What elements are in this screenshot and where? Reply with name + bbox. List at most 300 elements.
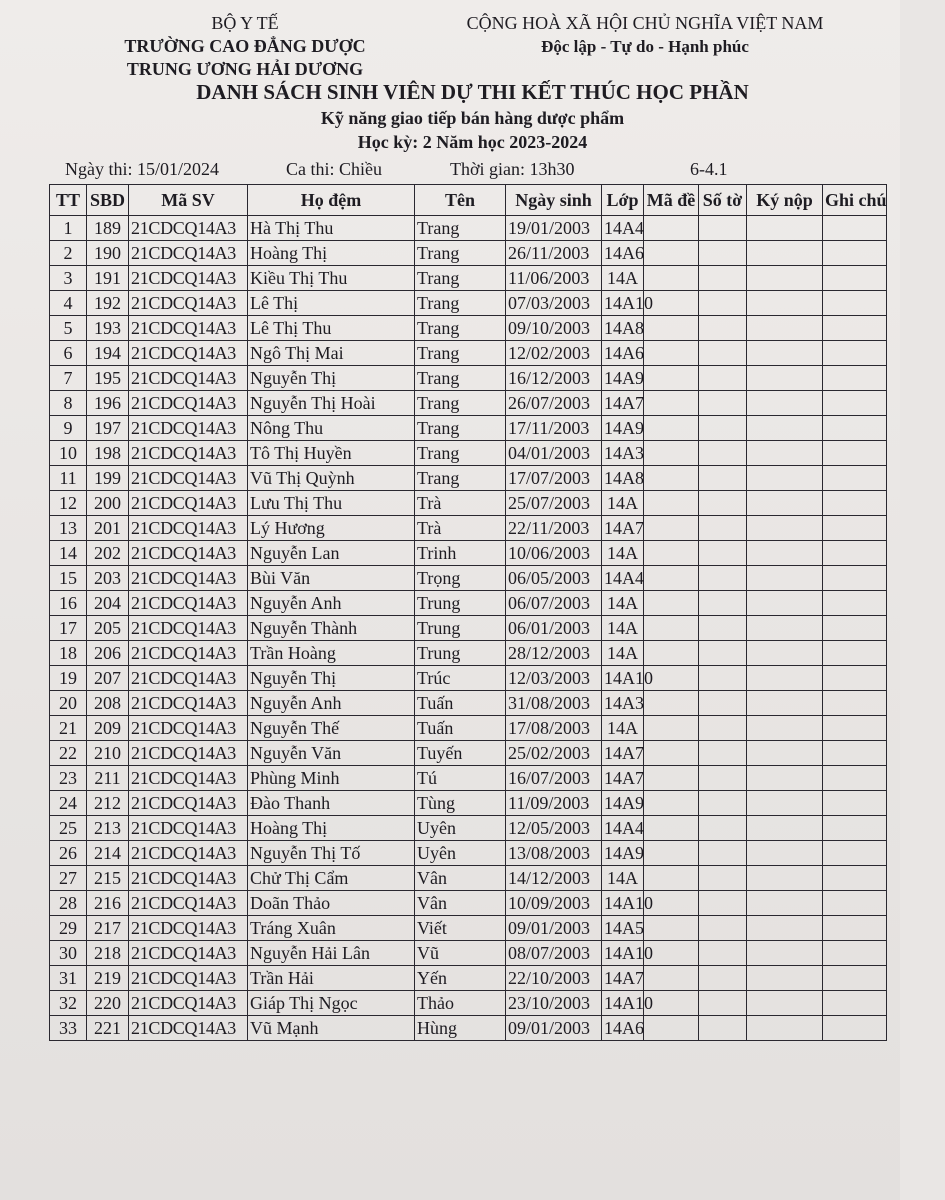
cell-tt: 4 [50,291,87,316]
cell-so-to [699,466,747,491]
cell-ten: Trang [415,416,506,441]
cell-tt: 29 [50,916,87,941]
cell-ten: Hùng [415,1016,506,1041]
cell-tt: 1 [50,216,87,241]
cell-ky-nop [747,891,823,916]
cell-ma-sv: 21CDCQ14A3 [129,516,248,541]
cell-ma-sv: 21CDCQ14A3 [129,691,248,716]
cell-sbd: 203 [87,566,129,591]
cell-ghi-chu [823,741,887,766]
cell-ten: Trang [415,391,506,416]
col-header-ma-sv: Mã SV [129,185,248,216]
cell-tt: 8 [50,391,87,416]
cell-sbd: 190 [87,241,129,266]
table-row [50,716,887,741]
col-header-ghi-chu: Ghi chú [823,185,887,216]
cell-ngay-sinh: 23/10/2003 [506,991,602,1016]
cell-so-to [699,766,747,791]
cell-ghi-chu [823,841,887,866]
cell-sbd: 208 [87,691,129,716]
col-header-ma-de: Mã đề [644,185,699,216]
cell-ky-nop [747,966,823,991]
cell-ten: Trang [415,241,506,266]
cell-so-to [699,241,747,266]
cell-ma-de [644,241,699,266]
cell-ho-dem: Trần Hải [248,966,415,991]
cell-ten: Vân [415,866,506,891]
cell-ghi-chu [823,566,887,591]
cell-ho-dem: Doãn Thảo [248,891,415,916]
cell-ho-dem: Nguyễn Thị [248,366,415,391]
cell-ma-sv: 21CDCQ14A3 [129,466,248,491]
cell-ky-nop [747,491,823,516]
cell-ho-dem: Phùng Minh [248,766,415,791]
cell-sbd: 213 [87,816,129,841]
cell-ngay-sinh: 08/07/2003 [506,941,602,966]
cell-lop: 14A10 [602,941,644,966]
cell-ky-nop [747,441,823,466]
cell-tt: 2 [50,241,87,266]
cell-tt: 13 [50,516,87,541]
cell-ten: Trọng [415,566,506,591]
cell-ky-nop [747,841,823,866]
cell-tt: 21 [50,716,87,741]
cell-ghi-chu [823,366,887,391]
national-header [455,12,835,58]
cell-ky-nop [747,741,823,766]
cell-ky-nop [747,791,823,816]
cell-ngay-sinh: 06/07/2003 [506,591,602,616]
cell-ma-sv: 21CDCQ14A3 [129,391,248,416]
document-title: DANH SÁCH SINH VIÊN DỰ THI KẾT THÚC HỌC PHẦN [196,80,749,104]
cell-ghi-chu [823,316,887,341]
cell-so-to [699,591,747,616]
cell-ky-nop [747,266,823,291]
table-row [50,691,887,716]
cell-ma-sv: 21CDCQ14A3 [129,766,248,791]
cell-lop: 14A7 [602,966,644,991]
cell-ten: Trung [415,591,506,616]
cell-ngay-sinh: 04/01/2003 [506,441,602,466]
cell-ngay-sinh: 16/07/2003 [506,766,602,791]
cell-so-to [699,891,747,916]
cell-lop: 14A9 [602,366,644,391]
col-header-so-to: Số tờ [699,185,747,216]
cell-ma-sv: 21CDCQ14A3 [129,241,248,266]
cell-ma-sv: 21CDCQ14A3 [129,841,248,866]
cell-ho-dem: Hoàng Thị [248,816,415,841]
cell-lop: 14A3 [602,691,644,716]
room-code: 6-4.1 [690,159,728,179]
cell-ma-sv: 21CDCQ14A3 [129,916,248,941]
cell-so-to [699,416,747,441]
table-row [50,766,887,791]
cell-tt: 19 [50,666,87,691]
cell-ngay-sinh: 12/05/2003 [506,816,602,841]
cell-ho-dem: Nguyễn Anh [248,591,415,616]
cell-ho-dem: Nguyễn Thế [248,716,415,741]
cell-ngay-sinh: 17/11/2003 [506,416,602,441]
cell-ma-de [644,916,699,941]
cell-ten: Trinh [415,541,506,566]
cell-lop: 14A9 [602,841,644,866]
cell-ma-sv: 21CDCQ14A3 [129,716,248,741]
cell-ho-dem: Nguyễn Anh [248,691,415,716]
cell-sbd: 204 [87,591,129,616]
cell-so-to [699,991,747,1016]
national-motto: Độc lập - Tự do - Hạnh phúc [541,37,749,56]
cell-so-to [699,366,747,391]
cell-ma-de [644,791,699,816]
cell-ngay-sinh: 10/09/2003 [506,891,602,916]
ministry-name: BỘ Y TẾ [211,13,279,33]
cell-lop: 14A10 [602,666,644,691]
table-row [50,741,887,766]
cell-lop: 14A8 [602,466,644,491]
cell-tt: 11 [50,466,87,491]
cell-ten: Trang [415,466,506,491]
cell-ma-de [644,691,699,716]
cell-sbd: 193 [87,316,129,341]
cell-so-to [699,966,747,991]
cell-ngay-sinh: 09/01/2003 [506,1016,602,1041]
cell-ten: Trang [415,316,506,341]
cell-ngay-sinh: 09/10/2003 [506,316,602,341]
cell-ho-dem: Nguyễn Văn [248,741,415,766]
cell-tt: 26 [50,841,87,866]
cell-tt: 30 [50,941,87,966]
cell-ma-de [644,741,699,766]
cell-sbd: 196 [87,391,129,416]
cell-tt: 9 [50,416,87,441]
cell-ghi-chu [823,641,887,666]
cell-sbd: 211 [87,766,129,791]
exam-time: Thời gian: 13h30 [450,159,575,179]
cell-ky-nop [747,1016,823,1041]
cell-ten: Trà [415,516,506,541]
cell-ma-de [644,341,699,366]
cell-ma-de [644,391,699,416]
cell-ghi-chu [823,716,887,741]
cell-ky-nop [747,666,823,691]
cell-ky-nop [747,541,823,566]
cell-lop: 14A6 [602,1016,644,1041]
cell-so-to [699,641,747,666]
cell-ky-nop [747,766,823,791]
school-name-line1: TRƯỜNG CAO ĐẲNG DƯỢC [124,36,366,56]
cell-ghi-chu [823,266,887,291]
cell-ten: Viết [415,916,506,941]
cell-ghi-chu [823,516,887,541]
table-row [50,991,887,1016]
cell-sbd: 205 [87,616,129,641]
cell-ma-de [644,491,699,516]
table-row [50,541,887,566]
cell-ho-dem: Nông Thu [248,416,415,441]
table-row [50,466,887,491]
institution-header [110,12,380,81]
cell-so-to [699,741,747,766]
cell-ma-sv: 21CDCQ14A3 [129,216,248,241]
cell-tt: 14 [50,541,87,566]
cell-ho-dem: Hà Thị Thu [248,216,415,241]
student-roster-table [49,184,887,1041]
cell-ky-nop [747,391,823,416]
cell-ghi-chu [823,591,887,616]
cell-ngay-sinh: 10/06/2003 [506,541,602,566]
cell-ghi-chu [823,866,887,891]
cell-ten: Uyên [415,816,506,841]
cell-ten: Trúc [415,666,506,691]
cell-ho-dem: Lê Thị Thu [248,316,415,341]
cell-lop: 14A [602,491,644,516]
table-body [50,216,887,1041]
cell-ten: Trang [415,266,506,291]
cell-ky-nop [747,991,823,1016]
cell-so-to [699,791,747,816]
cell-ky-nop [747,716,823,741]
term-info: Học kỳ: 2 Năm học 2023-2024 [357,132,588,152]
cell-sbd: 209 [87,716,129,741]
cell-ky-nop [747,316,823,341]
cell-so-to [699,841,747,866]
cell-sbd: 194 [87,341,129,366]
cell-ky-nop [747,691,823,716]
cell-sbd: 207 [87,666,129,691]
cell-ma-sv: 21CDCQ14A3 [129,641,248,666]
cell-sbd: 217 [87,916,129,941]
table-row [50,866,887,891]
cell-ho-dem: Lưu Thị Thu [248,491,415,516]
cell-ten: Trang [415,291,506,316]
cell-ghi-chu [823,991,887,1016]
cell-ho-dem: Lê Thị [248,291,415,316]
cell-ma-sv: 21CDCQ14A3 [129,541,248,566]
cell-ghi-chu [823,816,887,841]
cell-so-to [699,391,747,416]
cell-lop: 14A [602,591,644,616]
cell-ho-dem: Nguyễn Thị Hoài [248,391,415,416]
exam-date: Ngày thi: 15/01/2024 [65,159,219,179]
cell-sbd: 221 [87,1016,129,1041]
cell-ghi-chu [823,891,887,916]
cell-ghi-chu [823,666,887,691]
cell-ngay-sinh: 17/08/2003 [506,716,602,741]
cell-tt: 12 [50,491,87,516]
cell-ma-sv: 21CDCQ14A3 [129,291,248,316]
cell-ma-de [644,316,699,341]
cell-ky-nop [747,291,823,316]
cell-lop: 14A3 [602,441,644,466]
table-row [50,316,887,341]
cell-ngay-sinh: 17/07/2003 [506,466,602,491]
cell-ma-de [644,416,699,441]
cell-ten: Tuấn [415,716,506,741]
cell-so-to [699,816,747,841]
cell-tt: 5 [50,316,87,341]
col-header-ho-dem: Họ đệm [248,185,415,216]
cell-tt: 18 [50,641,87,666]
cell-lop: 14A7 [602,391,644,416]
cell-ten: Thảo [415,991,506,1016]
cell-sbd: 202 [87,541,129,566]
cell-ma-sv: 21CDCQ14A3 [129,591,248,616]
cell-ghi-chu [823,691,887,716]
cell-ho-dem: Đào Thanh [248,791,415,816]
cell-ky-nop [747,416,823,441]
cell-so-to [699,316,747,341]
col-header-ky-nop: Ký nộp [747,185,823,216]
cell-ky-nop [747,516,823,541]
cell-ghi-chu [823,616,887,641]
table-row [50,516,887,541]
cell-ma-de [644,216,699,241]
cell-lop: 14A10 [602,891,644,916]
cell-ky-nop [747,216,823,241]
cell-ten: Trang [415,341,506,366]
cell-ghi-chu [823,416,887,441]
cell-so-to [699,541,747,566]
cell-ky-nop [747,241,823,266]
cell-ky-nop [747,341,823,366]
cell-lop: 14A [602,641,644,666]
cell-ma-de [644,616,699,641]
cell-ma-de [644,716,699,741]
cell-ghi-chu [823,941,887,966]
cell-tt: 25 [50,816,87,841]
cell-ghi-chu [823,791,887,816]
table-row [50,966,887,991]
cell-ky-nop [747,816,823,841]
cell-ngay-sinh: 22/11/2003 [506,516,602,541]
cell-ngay-sinh: 07/03/2003 [506,291,602,316]
table-row [50,341,887,366]
cell-sbd: 206 [87,641,129,666]
cell-sbd: 216 [87,891,129,916]
cell-ma-sv: 21CDCQ14A3 [129,266,248,291]
cell-ho-dem: Nguyễn Thị [248,666,415,691]
cell-tt: 23 [50,766,87,791]
cell-tt: 22 [50,741,87,766]
cell-lop: 14A9 [602,416,644,441]
cell-ma-de [644,641,699,666]
cell-ho-dem: Nguyễn Hải Lân [248,941,415,966]
cell-ngay-sinh: 16/12/2003 [506,366,602,391]
cell-ma-sv: 21CDCQ14A3 [129,941,248,966]
cell-ghi-chu [823,766,887,791]
cell-lop: 14A6 [602,341,644,366]
cell-ma-sv: 21CDCQ14A3 [129,566,248,591]
cell-so-to [699,566,747,591]
cell-sbd: 210 [87,741,129,766]
cell-ten: Trang [415,441,506,466]
cell-so-to [699,266,747,291]
col-header-tt: TT [50,185,87,216]
cell-ho-dem: Nguyễn Lan [248,541,415,566]
cell-ten: Tùng [415,791,506,816]
cell-sbd: 199 [87,466,129,491]
cell-ho-dem: Tô Thị Huyền [248,441,415,466]
cell-ma-de [644,816,699,841]
cell-tt: 10 [50,441,87,466]
cell-sbd: 201 [87,516,129,541]
cell-ngay-sinh: 12/03/2003 [506,666,602,691]
cell-ghi-chu [823,466,887,491]
cell-ngay-sinh: 25/07/2003 [506,491,602,516]
cell-ky-nop [747,941,823,966]
cell-sbd: 198 [87,441,129,466]
cell-tt: 7 [50,366,87,391]
cell-ten: Trung [415,641,506,666]
cell-lop: 14A4 [602,216,644,241]
cell-tt: 31 [50,966,87,991]
cell-lop: 14A8 [602,316,644,341]
cell-ngay-sinh: 25/02/2003 [506,741,602,766]
cell-ngay-sinh: 28/12/2003 [506,641,602,666]
cell-so-to [699,666,747,691]
cell-so-to [699,516,747,541]
cell-lop: 14A [602,866,644,891]
cell-ky-nop [747,366,823,391]
table-header-row [50,185,887,216]
cell-ghi-chu [823,341,887,366]
cell-ma-sv: 21CDCQ14A3 [129,416,248,441]
cell-tt: 16 [50,591,87,616]
cell-ho-dem: Vũ Mạnh [248,1016,415,1041]
cell-ma-de [644,366,699,391]
cell-ma-sv: 21CDCQ14A3 [129,791,248,816]
cell-tt: 32 [50,991,87,1016]
cell-ma-de [644,841,699,866]
cell-tt: 17 [50,616,87,641]
cell-lop: 14A [602,541,644,566]
col-header-sbd: SBD [87,185,129,216]
subject-name: Kỹ năng giao tiếp bán hàng dược phẩm [320,108,625,128]
cell-ngay-sinh: 14/12/2003 [506,866,602,891]
table-row [50,841,887,866]
cell-tt: 24 [50,791,87,816]
cell-ma-de [644,441,699,466]
cell-sbd: 212 [87,791,129,816]
cell-tt: 3 [50,266,87,291]
col-header-ngay-sinh: Ngày sinh [506,185,602,216]
cell-ngay-sinh: 22/10/2003 [506,966,602,991]
cell-ten: Uyên [415,841,506,866]
cell-ma-sv: 21CDCQ14A3 [129,741,248,766]
cell-ky-nop [747,616,823,641]
cell-ma-sv: 21CDCQ14A3 [129,866,248,891]
cell-so-to [699,441,747,466]
cell-ho-dem: Kiều Thị Thu [248,266,415,291]
cell-tt: 15 [50,566,87,591]
table-row [50,666,887,691]
cell-ghi-chu [823,291,887,316]
table-row [50,916,887,941]
cell-so-to [699,866,747,891]
cell-so-to [699,1016,747,1041]
cell-ho-dem: Nguyễn Thành [248,616,415,641]
cell-ghi-chu [823,241,887,266]
cell-sbd: 189 [87,216,129,241]
cell-ma-de [644,766,699,791]
cell-ghi-chu [823,216,887,241]
cell-ten: Trà [415,491,506,516]
school-name-line2: TRUNG ƯƠNG HẢI DƯƠNG [126,59,364,79]
cell-ma-sv: 21CDCQ14A3 [129,966,248,991]
cell-lop: 14A7 [602,741,644,766]
cell-ho-dem: Tráng Xuân [248,916,415,941]
cell-lop: 14A6 [602,241,644,266]
